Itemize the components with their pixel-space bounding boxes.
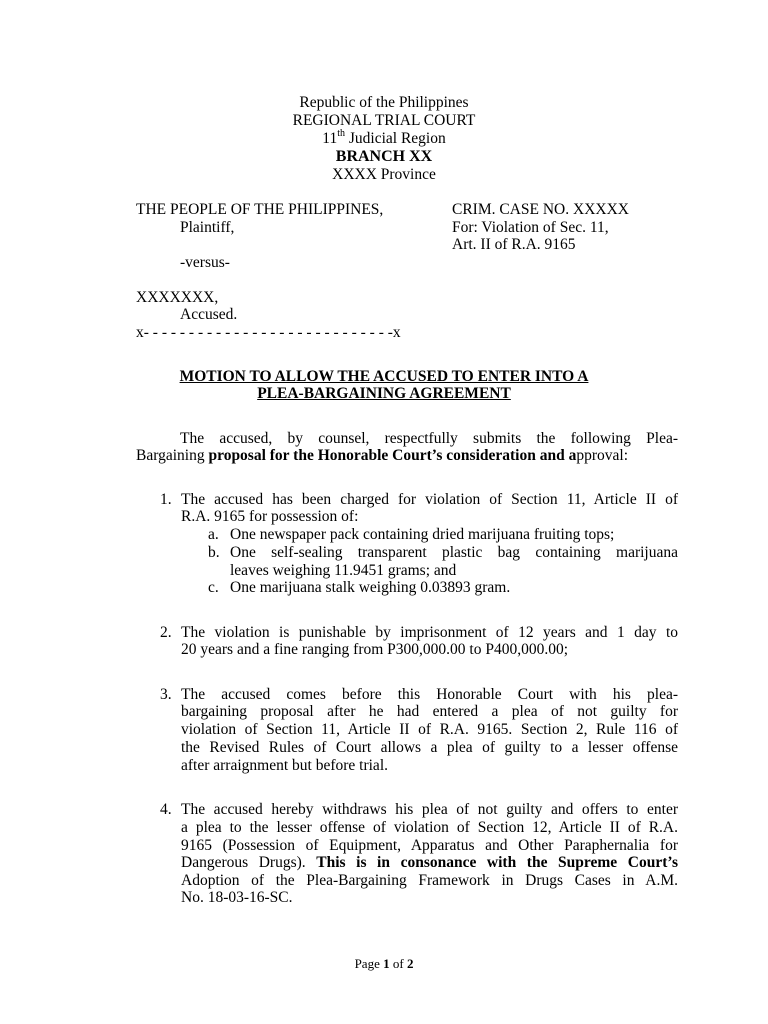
item-4-line-5: Adoption of the Plea-Bargaining Framework in Drugs Cases in A.M. (181, 872, 678, 889)
charge-line-2: Art. II of R.A. 9165 (452, 236, 576, 253)
item-1-line-1: The accused has been charged for violation of Section 11, Article II of (181, 491, 678, 508)
plaintiff-name: THE PEOPLE OF THE PHILIPPINES, (136, 201, 384, 218)
page-word: Page (354, 956, 384, 971)
sub-item-c-letter: c. (208, 579, 219, 596)
total-pages: 2 (406, 956, 414, 971)
republic-line: Republic of the Philippines (299, 94, 469, 111)
intro-text-a: Bargaining (136, 447, 209, 464)
item-4-number: 4. (160, 801, 172, 818)
item-3-line-4: the Revised Rules of Court allows a plea of guilty to a lesser offense (181, 739, 678, 756)
plaintiff-role: Plaintiff, (180, 219, 235, 236)
item-1-line-2: R.A. 9165 for possession of: (181, 508, 359, 525)
branch-line: BRANCH XX (335, 148, 433, 165)
region-text: Judicial Region (344, 130, 446, 147)
accused-role: Accused. (180, 306, 238, 323)
intro-text-bold: proposal for the Honorable Court’s consideration and a (208, 447, 577, 464)
item-4-line-4-a: Dangerous Drugs). (181, 854, 317, 871)
caption-divider: x- - - - - - - - - - - - - - - - - - - - - - - - - - - -x (136, 324, 401, 341)
page-number-footer (0, 955, 768, 973)
item-4-line-6: No. 18-03-16-SC. (181, 889, 293, 906)
case-number: CRIM. CASE NO. XXXXX (452, 201, 629, 218)
motion-title-line-2: PLEA-BARGAINING AGREEMENT (257, 385, 511, 402)
province-line: XXXX Province (332, 166, 436, 183)
item-3-line-3: violation of Section 11, Article II of R.A. 9165. Section 2, Rule 116 of (181, 721, 678, 738)
intro-text-c: pproval: (576, 447, 628, 464)
sub-item-a-letter: a. (208, 526, 219, 543)
item-3-line-5: after arraignment but before trial. (181, 757, 388, 774)
item-2-line-2: 20 years and a fine ranging from P300,000.00 to P400,000.00; (181, 641, 569, 658)
sub-item-a-text: One newspaper pack containing dried marijuana fruiting tops; (230, 526, 615, 543)
versus-label: -versus- (180, 254, 230, 271)
charge-line-1: For: Violation of Sec. 11, (452, 219, 609, 236)
court-name: REGIONAL TRIAL COURT (292, 112, 476, 129)
region-number: 11 (322, 130, 338, 147)
item-3-line-1: The accused comes before this Honorable Court with his plea- (181, 686, 678, 703)
item-2-line-1: The violation is punishable by imprisonment of 12 years and 1 day to (181, 624, 678, 641)
judicial-region (0, 127, 768, 148)
sub-item-b-line-2: leaves weighing 11.9451 grams; and (230, 562, 457, 579)
region-suffix: th (337, 127, 345, 139)
sub-item-c-text: One marijuana stalk weighing 0.03893 gram. (230, 579, 511, 596)
accused-name: XXXXXXX, (136, 289, 219, 306)
intro-line-2 (136, 447, 628, 465)
item-3-number: 3. (160, 686, 172, 703)
current-page: 1 (383, 956, 390, 971)
intro-line-1: The accused, by counsel, respectfully submits the following Plea- (180, 430, 678, 447)
item-2-number: 2. (160, 624, 172, 641)
item-4-line-4 (181, 854, 678, 872)
sub-item-b-line-1: One self-sealing transparent plastic bag containing marijuana (230, 544, 678, 561)
item-4-line-3: 9165 (Possession of Equipment, Apparatus and Other Paraphernalia for (181, 837, 678, 854)
of-word: of (389, 956, 407, 971)
item-3-line-2: bargaining proposal after he had entered a plea of not guilty for (181, 703, 678, 720)
item-4-line-4-bold: This is in consonance with the Supreme Court’s (316, 854, 678, 871)
sub-item-b-letter: b. (208, 544, 220, 561)
motion-title-line-1: MOTION TO ALLOW THE ACCUSED TO ENTER INTO A (179, 368, 589, 385)
item-4-line-2: a plea to the lesser offense of violation of Section 12, Article II of R.A. (181, 819, 678, 836)
item-4-line-1: The accused hereby withdraws his plea of not guilty and offers to enter (181, 801, 678, 818)
item-1-number: 1. (160, 491, 172, 508)
